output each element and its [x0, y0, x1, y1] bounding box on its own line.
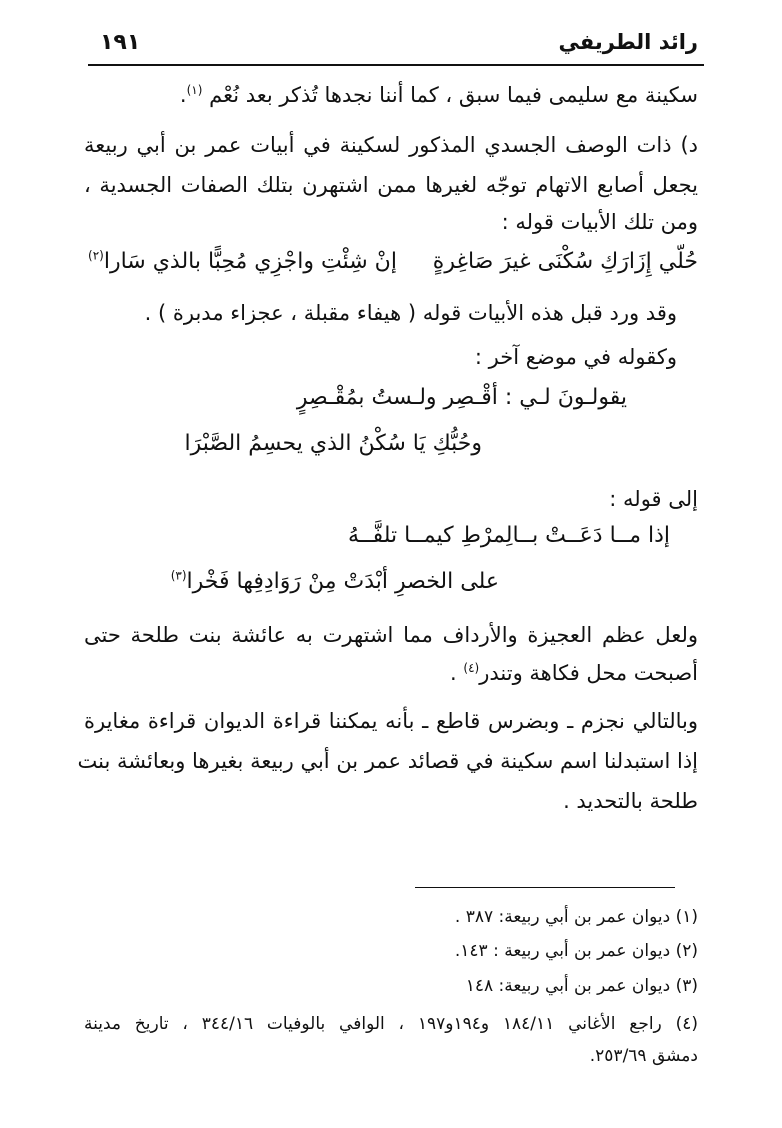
text-line: أصبحت محل فكاهة وتندر$^{(٤)}$ .: [450, 661, 698, 685]
footnote-marker: (٢): [88, 248, 104, 263]
text-line: وكقوله في موضع آخر :: [474, 345, 677, 369]
text-line: إذا استبدلنا اسم سكينة في قصائد عمر بن أبي ربيعة بغيرها وبعائشة بنت: [77, 749, 698, 773]
footnote: دمشق ٢٥٣/٦٩.: [589, 1046, 698, 1066]
footnote: (٤) راجع الأغاني ١٨٤/١١ و١٩٤و١٩٧ ، الوافي بالوفيات ٣٤٤/١٦ ، تاريخ مدينة: [84, 1014, 698, 1034]
verse-line: على الخصرِ أبْدَتْ مِنْ رَوَادِفِها فَخْرا$^{(٣)}$: [170, 568, 499, 594]
footnote-marker: (٣): [170, 568, 187, 583]
verse-line: وحُبُّكِ يَا سُكْنُ الذي يحسِمُ الصَّبْرَا: [184, 431, 482, 456]
running-header-author: رائد الطريفي: [558, 30, 698, 54]
text-line: وقد ورد قبل هذه الأبيات قوله ( هيفاء مقبلة ، عجزاء مدبرة ) .: [144, 301, 677, 325]
header-divider: [88, 64, 704, 66]
text-line: د) ذات الوصف الجسدي المذكور لسكينة في أبيات عمر بن أبي ربيعة: [84, 133, 698, 157]
text-line: وبالتالي نجزم ـ وبضرس قاطع ـ بأنه يمكننا قراءة الديوان قراءة مغايرة: [84, 709, 698, 733]
verse-hemistich-right: حُلّي إِزَارَكِ سُكْنَى غيرَ صَاغِرةٍ: [432, 249, 698, 274]
footnote-marker: (١): [186, 83, 203, 97]
text-line: يجعل أصابع الاتهام توجّه لغيرها ممن اشتهرن بتلك الصفات الجسدية ،: [84, 173, 698, 197]
page-number: ١٩١: [100, 30, 141, 55]
text-line: سكينة مع سليمى فيما سبق ، كما أننا نجدها تُذكر بعد نُعْم $^{(١)}$.: [179, 83, 698, 107]
text-line: ولعل عظم العجيزة والأرداف مما اشتهرت به عائشة بنت طلحة حتى: [84, 623, 698, 647]
verse-hemistich-left: إنْ شِئْتِ واجْزِي مُحِبًّا بالذي سَارا$^{(٢)}$: [88, 248, 397, 274]
footnote: (١) ديوان عمر بن أبي ربيعة: ٣٨٧ .: [454, 907, 698, 927]
verse-line: يقولـونَ لـي : أقْـصِر ولـستُ بمُقْـصِرٍ: [296, 385, 627, 410]
text-line: إلى قوله :: [609, 487, 698, 511]
footnote: (٣) ديوان عمر بن أبي ربيعة: ١٤٨: [465, 976, 698, 996]
verse-line: إذا مــا دَعَــتْ بــالِمرْطِ كيمــا تلفَّــهُ: [347, 523, 670, 548]
text-line: طلحة بالتحديد .: [563, 789, 698, 813]
text-line: ومن تلك الأبيات قوله :: [501, 210, 698, 234]
footnote: (٢) ديوان عمر بن أبي ربيعة : ١٤٣.: [454, 941, 698, 961]
footnote-marker: (٤): [463, 661, 480, 675]
footnote-divider: [415, 887, 675, 888]
